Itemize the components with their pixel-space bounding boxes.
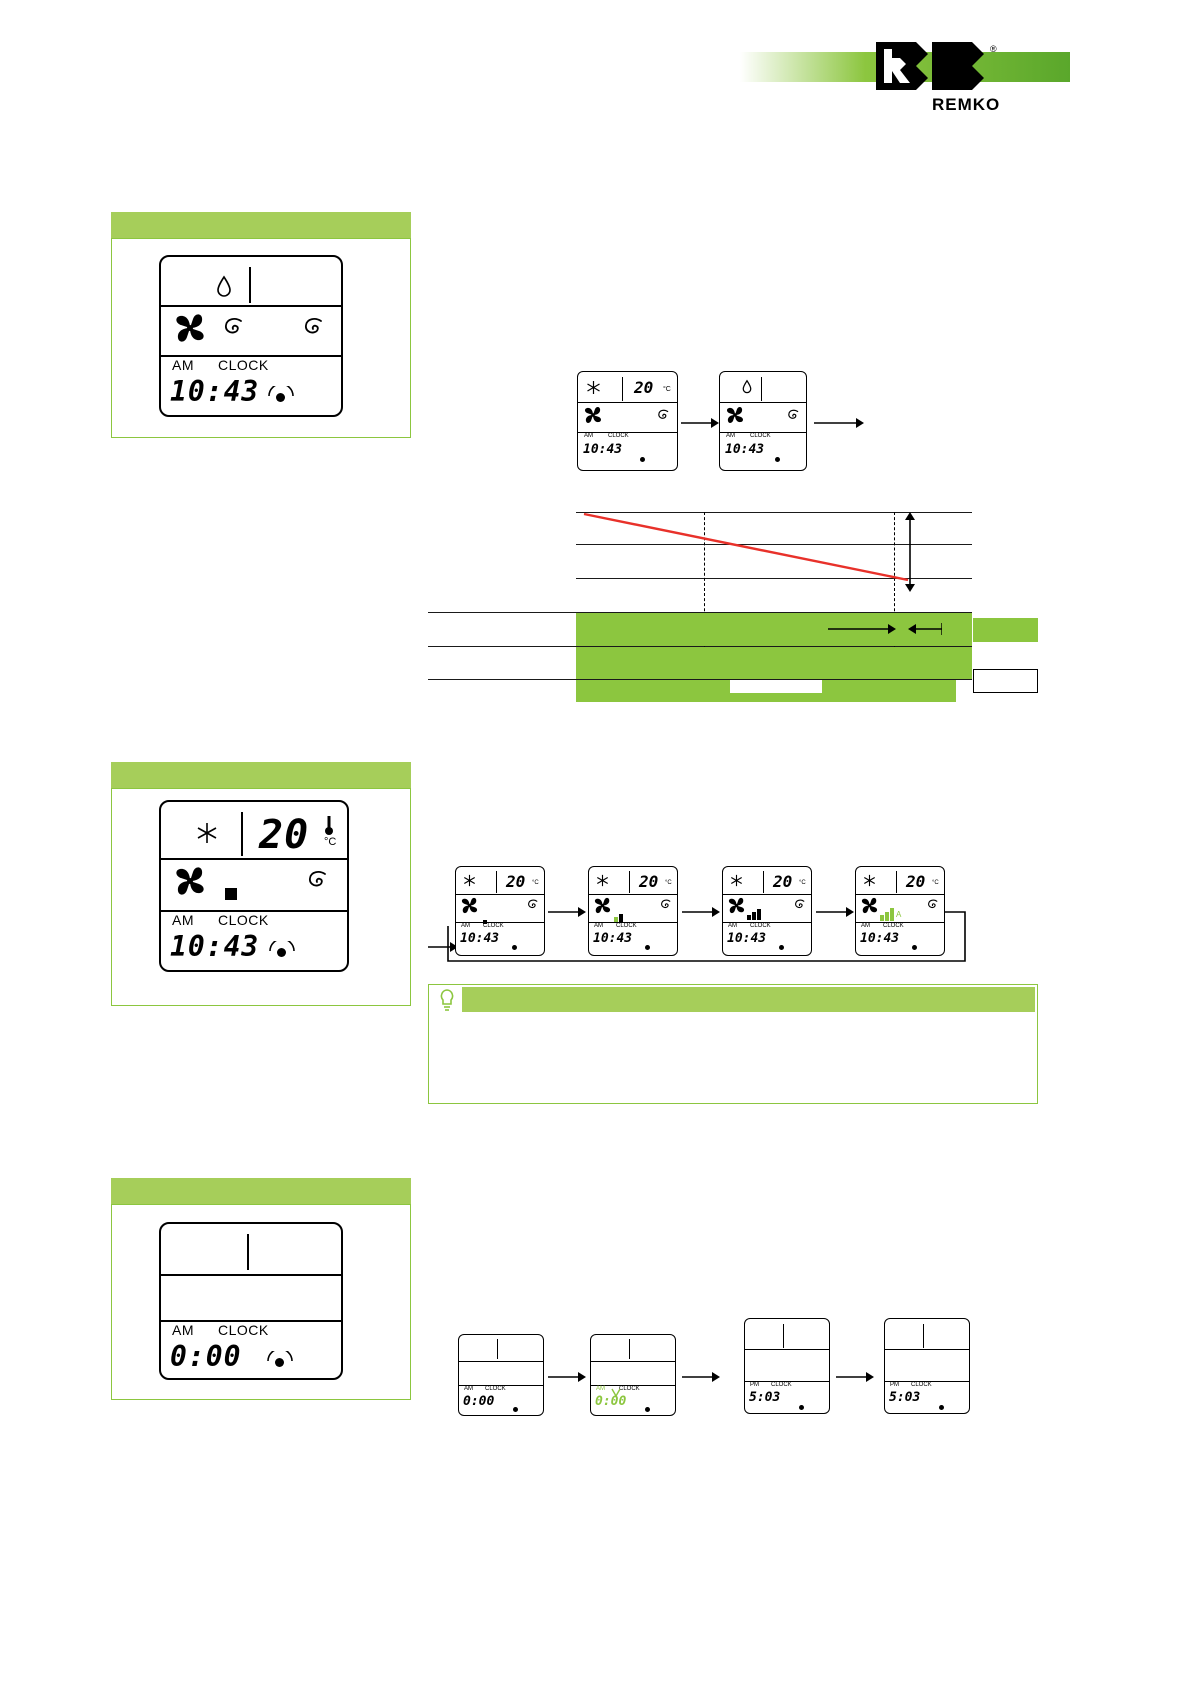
arrow-right — [681, 416, 719, 434]
label-am: AM — [172, 357, 194, 373]
fan-icon — [583, 405, 603, 430]
label-clock: CLOCK — [485, 1386, 506, 1392]
lightbulb-icon — [437, 988, 457, 1017]
signal-dot-icon — [645, 1407, 650, 1412]
label-am: AM — [596, 1386, 605, 1392]
label-am: AM — [861, 923, 870, 929]
clock-time: 5:03 — [749, 1390, 781, 1405]
label-clock: CLOCK — [911, 1382, 932, 1388]
drop-icon — [742, 379, 752, 400]
chart-band-2 — [576, 647, 972, 679]
label-pm: PM — [750, 1382, 759, 1388]
registered-mark: ® — [990, 44, 997, 54]
chart-range-arrow — [898, 512, 922, 592]
temperature-value: 20 — [773, 872, 793, 891]
label-am: AM — [172, 1322, 194, 1338]
signal-dot-icon — [513, 1407, 518, 1412]
chart-duration-arrow-left — [906, 622, 942, 636]
temp-unit: °C — [663, 386, 671, 393]
snowflake-icon — [586, 380, 601, 400]
panel-3-header — [111, 1178, 411, 1204]
swirl-icon — [301, 315, 325, 339]
logo-wordmark: REMKO — [932, 95, 1000, 114]
clock-time: 0:00 — [463, 1394, 495, 1409]
clock-time: 10:43 — [727, 931, 767, 946]
label-clock: CLOCK — [771, 1382, 792, 1388]
label-clock: CLOCK — [883, 923, 904, 929]
clock-time: 5:03 — [889, 1390, 921, 1405]
signal-arc-icon — [266, 1350, 294, 1368]
signal-dot-icon — [640, 457, 645, 462]
remko-logo — [870, 38, 1000, 118]
label-am: AM — [172, 912, 194, 928]
arrow-right — [814, 416, 864, 434]
swirl-icon — [305, 868, 329, 897]
mini-display-dry — [719, 371, 807, 471]
svg-text:A: A — [896, 910, 902, 919]
label-pm: PM — [890, 1382, 899, 1388]
arrow-right — [548, 1370, 586, 1388]
temp-unit: °C — [932, 880, 939, 886]
mini-display-clock-3 — [744, 1318, 830, 1414]
temp-unit: °C — [532, 880, 539, 886]
label-am: AM — [461, 923, 470, 929]
label-clock: CLOCK — [483, 923, 504, 929]
temperature-value: 20 — [639, 872, 659, 891]
signal-dot-icon — [939, 1405, 944, 1410]
signal-arc-icon — [268, 940, 296, 958]
clock-time: 10:43 — [725, 442, 765, 457]
display-cool-mode — [159, 800, 349, 972]
temperature-value: 20 — [259, 812, 310, 858]
temp-unit: °C — [799, 880, 806, 886]
fan-icon — [725, 405, 745, 430]
legend-swatch-green — [973, 618, 1038, 642]
label-am: AM — [728, 923, 737, 929]
clock-time: 10:43 — [460, 931, 500, 946]
clock-time: 10:43 — [860, 931, 900, 946]
mini-display-cool — [577, 371, 678, 471]
note-header-bar — [462, 987, 1035, 1012]
label-clock: CLOCK — [750, 923, 771, 929]
loop-arrow — [428, 866, 973, 966]
label-am: AM — [726, 433, 735, 439]
label-clock: CLOCK — [218, 912, 269, 928]
clock-time: 10:43 — [170, 930, 260, 963]
label-clock: CLOCK — [750, 433, 771, 439]
drop-icon — [216, 275, 232, 299]
chart — [428, 512, 1038, 702]
signal-dot-icon — [799, 1405, 804, 1410]
label-clock: CLOCK — [619, 1386, 640, 1392]
temp-unit: °C — [665, 880, 672, 886]
display-fan-mode — [159, 255, 343, 417]
arrow-right — [682, 1370, 720, 1388]
label-am: AM — [464, 1386, 473, 1392]
panel-2-header — [111, 762, 411, 788]
fan-icon — [173, 864, 207, 903]
arrow-right — [836, 1370, 874, 1388]
thermometer-icon — [323, 814, 335, 841]
temperature-value: 20 — [506, 872, 526, 891]
display-clock-set — [159, 1222, 343, 1380]
label-am: AM — [594, 923, 603, 929]
label-clock: CLOCK — [218, 1322, 269, 1338]
label-clock: CLOCK — [218, 357, 269, 373]
temp-unit: °C — [324, 836, 337, 848]
signal-dot-icon — [775, 457, 780, 462]
bar-indicator-icon — [225, 888, 237, 900]
clock-time: 0:00 — [170, 1340, 242, 1373]
label-am: AM — [584, 433, 593, 439]
swirl-icon — [221, 315, 245, 339]
label-clock: CLOCK — [608, 433, 629, 439]
snowflake-icon — [196, 822, 218, 849]
clock-time: 10:43 — [593, 931, 633, 946]
clock-time: 10:43 — [583, 442, 623, 457]
swirl-icon — [786, 408, 800, 427]
chart-duration-arrow — [828, 622, 902, 636]
mini-display-clock-1 — [458, 1334, 544, 1416]
swirl-icon — [656, 408, 670, 427]
signal-arc-icon — [267, 385, 295, 403]
mini-display-clock-2 — [590, 1334, 676, 1416]
temperature-value: 20 — [634, 378, 654, 397]
temperature-value: 20 — [906, 872, 926, 891]
clock-time: 10:43 — [170, 375, 260, 408]
fan-icon — [173, 311, 207, 345]
clock-time: 0:00 — [595, 1394, 627, 1409]
panel-1-header — [111, 212, 411, 238]
label-clock: CLOCK — [616, 923, 637, 929]
legend-swatch-white — [973, 669, 1038, 693]
mini-display-clock-4 — [884, 1318, 970, 1414]
chart-band-gap — [730, 680, 822, 693]
